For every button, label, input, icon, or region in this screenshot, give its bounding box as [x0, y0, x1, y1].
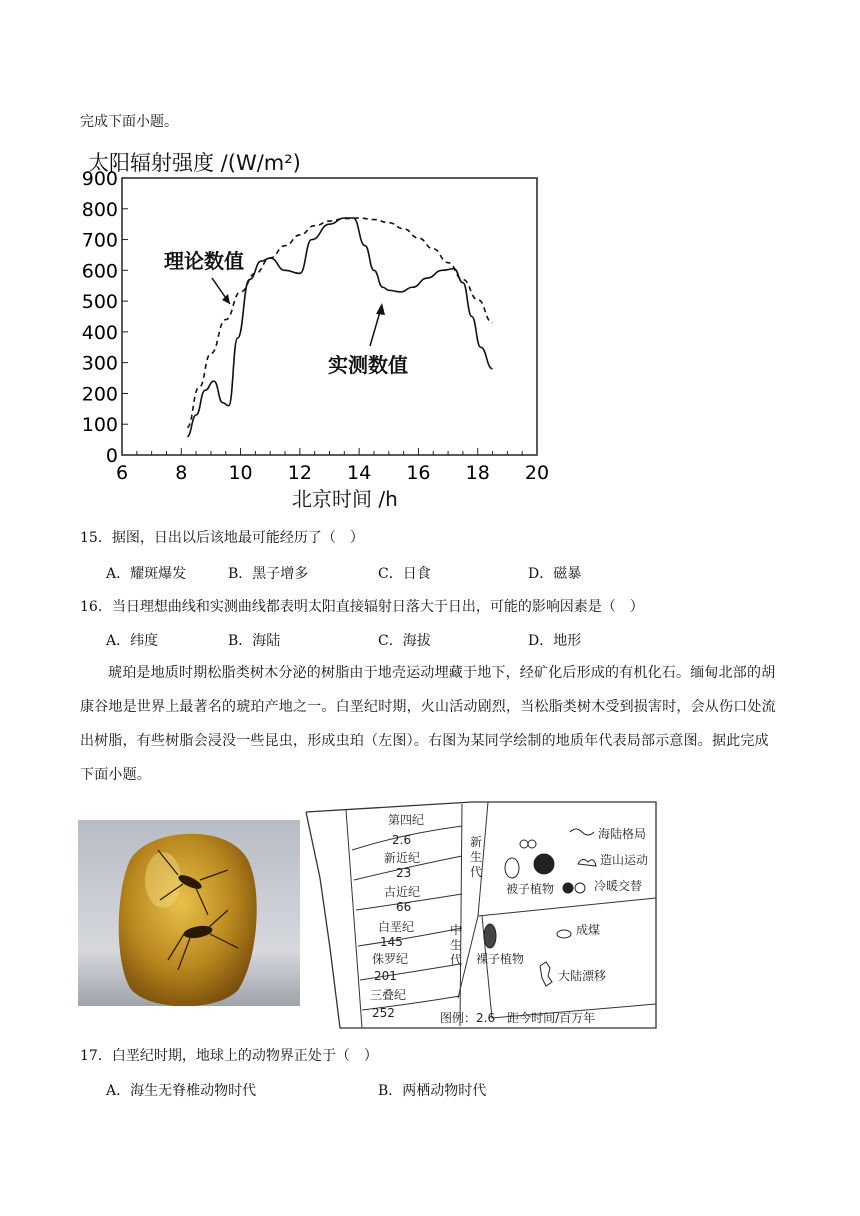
chart-x-axis-label: 北京时间 /h: [292, 487, 398, 511]
chart-x-ticks: [116, 448, 549, 484]
x-tick-label: 10: [228, 462, 253, 484]
annotation-measured-arrowhead: [376, 303, 385, 315]
item-coal-formation: 成煤: [576, 923, 601, 937]
diagram-legend: 图例：2.6 距今时间/百万年: [440, 1011, 596, 1025]
y-tick-label: 900: [81, 168, 118, 190]
x-tick-label: 16: [406, 462, 431, 484]
age-145: 145: [380, 935, 403, 949]
y-tick-label: 0: [105, 445, 118, 467]
y-tick-label: 400: [81, 321, 118, 344]
annotation-theory-arrowhead: [222, 294, 230, 304]
age-201: 201: [374, 969, 397, 983]
q16-option-d[interactable]: D．地形: [528, 633, 582, 649]
q16-option-a[interactable]: A．纬度: [106, 633, 159, 649]
amber-photo: [78, 820, 300, 1006]
item-continental-drift: 大陆漂移: [558, 969, 607, 983]
period-jurassic: 侏罗纪: [372, 952, 409, 966]
x-tick-label: 6: [115, 462, 129, 484]
age-2-6: 2.6: [392, 833, 412, 847]
x-tick-label: 8: [175, 462, 188, 484]
y-tick-label: 200: [81, 383, 118, 406]
q17-stem: 17．白垩纪时期，地球上的动物界正处于（ ）: [80, 1048, 378, 1064]
age-23: 23: [396, 866, 412, 880]
era-mesozoic: 中生代: [450, 923, 463, 967]
chart-y-axis-label: 太阳辐射强度 /(W/m²): [88, 151, 301, 175]
annotation-measured-label: 实测数值: [328, 353, 408, 377]
q16-option-c[interactable]: C．海拔: [378, 633, 431, 649]
y-tick-label: 700: [81, 229, 118, 252]
q15-option-d[interactable]: D．磁暴: [528, 566, 582, 582]
q15-option-b[interactable]: B．黑子增多: [228, 566, 309, 582]
x-tick-label: 18: [465, 462, 490, 484]
item-angiosperm: 被子植物: [506, 882, 555, 896]
y-tick-label: 300: [81, 352, 118, 375]
y-tick-label: 100: [81, 414, 118, 437]
age-252: 252: [372, 1006, 395, 1020]
q15-stem: 15．据图，日出以后该地最可能经历了（ ）: [80, 530, 364, 546]
q16-option-b[interactable]: B．海陆: [228, 633, 281, 649]
q15-option-a[interactable]: A．耀斑爆发: [106, 566, 187, 582]
period-neogene: 新近纪: [384, 851, 421, 865]
y-tick-label: 800: [81, 198, 118, 221]
era-cenozoic: 新生代: [470, 835, 483, 879]
q17-option-a[interactable]: A．海生无脊椎动物时代: [106, 1083, 257, 1099]
chart-plot-frame: [122, 178, 537, 455]
passage-text: 琥珀是地质时期松脂类树木分泌的树脂由于地壳运动埋藏于地下，经矿化后形成的有机化石。缅甸北部的胡康谷地是世界上最著名的琥珀产地之一。白垩纪时期，火山活动剧烈，当松脂类树木受到损害时，会从伤口处流出树脂，有些树脂会浸没一些昆虫，形成虫珀（左图）。右图为某同学绘制的地质年代表局部示意图。据此完成下面小题。: [80, 665, 776, 783]
period-triassic: 三叠纪: [370, 988, 407, 1002]
q17-option-b[interactable]: B．两栖动物时代: [378, 1083, 487, 1099]
period-paleogene: 古近纪: [384, 885, 421, 899]
period-cretaceous: 白垩纪: [378, 920, 415, 934]
q15-option-c[interactable]: C．日食: [378, 566, 431, 582]
chart-y-ticks: [82, 168, 128, 467]
x-tick-label: 14: [347, 462, 372, 484]
y-tick-label: 600: [81, 260, 118, 283]
x-tick-label: 20: [524, 462, 550, 484]
period-quaternary: 第四纪: [388, 813, 425, 827]
x-tick-label: 12: [287, 462, 312, 484]
solar-radiation-chart: [70, 140, 570, 520]
annotation-theory-label: 理论数值: [164, 249, 244, 273]
intro-line: 完成下面小题。: [80, 114, 178, 130]
age-66: 66: [396, 900, 412, 914]
y-tick-label: 500: [81, 291, 118, 314]
item-climate-alternation: 冷暖交替: [594, 879, 643, 893]
item-land-sea-pattern: 海陆格局: [598, 827, 647, 841]
geologic-time-diagram: [302, 798, 662, 1030]
item-gymnosperm: 裸子植物: [476, 952, 525, 966]
q16-stem: 16．当日理想曲线和实测曲线都表明太阳直接辐射日落大于日出，可能的影响因素是（ ）: [80, 599, 644, 615]
item-orogeny: 造山运动: [600, 853, 649, 867]
